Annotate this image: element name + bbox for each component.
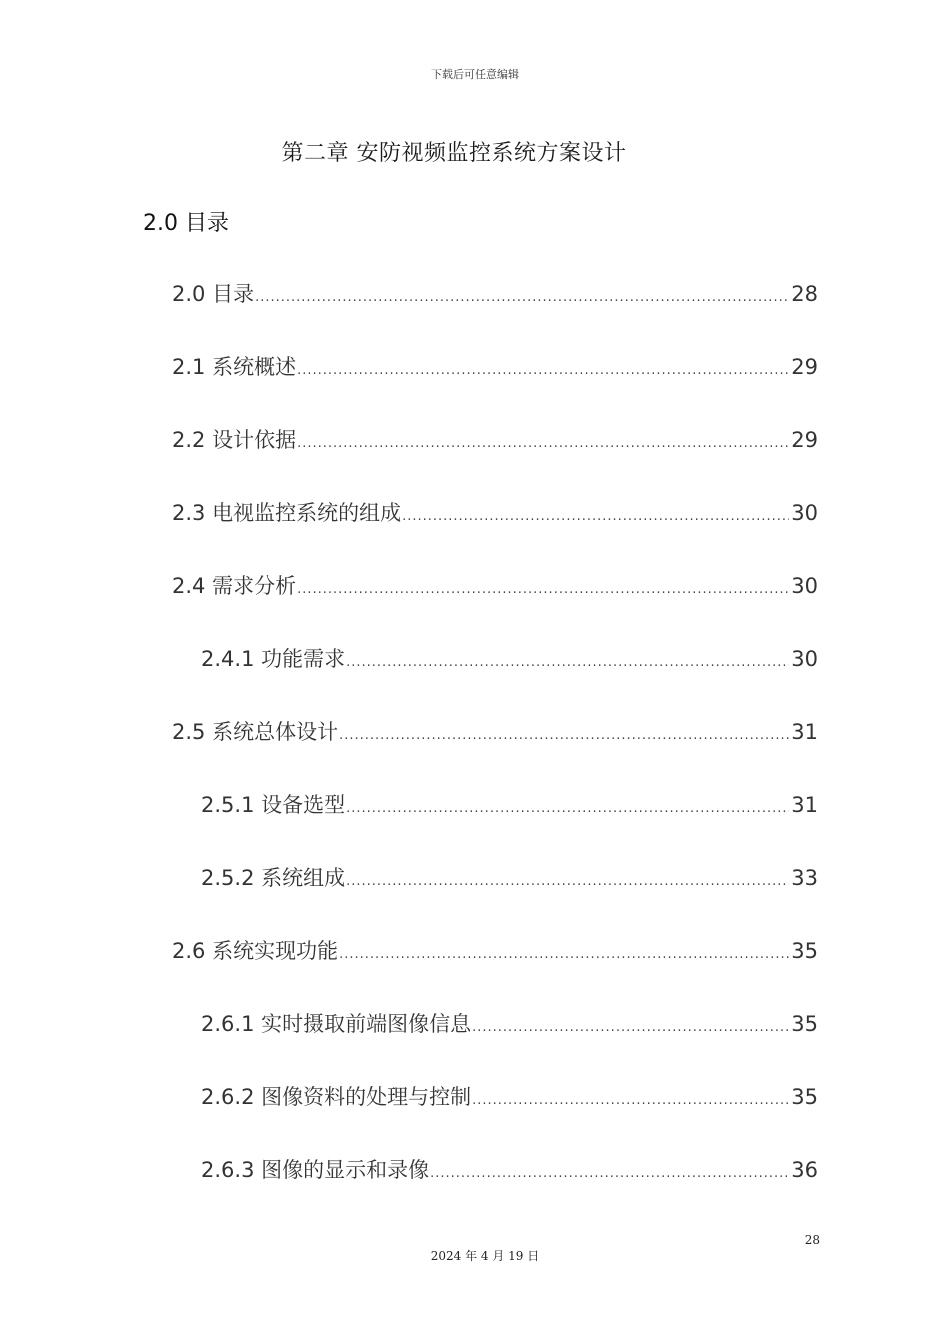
toc-entry[interactable] xyxy=(172,497,818,570)
toc-subentry[interactable] xyxy=(172,643,818,716)
toc-entry-page: 29 xyxy=(791,428,818,452)
toc-entry[interactable] xyxy=(172,424,818,497)
toc-entry-label: 2.6 系统实现功能 xyxy=(172,939,339,963)
toc-dot-leader xyxy=(472,1093,789,1108)
toc-dot-leader xyxy=(339,728,789,743)
toc-entry-page: 30 xyxy=(791,574,818,598)
toc-entry-page: 30 xyxy=(791,647,818,671)
toc-entry-label: 2.6.2 图像资料的处理与控制 xyxy=(201,1085,472,1109)
table-of-contents xyxy=(172,278,818,1227)
page-number: 28 xyxy=(804,1233,820,1247)
toc-entry-label: 2.4.1 功能需求 xyxy=(201,647,346,671)
toc-subentry[interactable] xyxy=(172,1081,818,1154)
toc-dot-leader xyxy=(297,363,789,378)
toc-subentry[interactable] xyxy=(172,1008,818,1081)
toc-entry-label: 2.0 目录 xyxy=(172,282,255,306)
toc-entry-label: 2.5.1 设备选型 xyxy=(201,793,346,817)
toc-subentry[interactable] xyxy=(172,789,818,862)
toc-dot-leader xyxy=(402,509,789,524)
toc-entry[interactable] xyxy=(172,570,818,643)
toc-entry-label: 2.5 系统总体设计 xyxy=(172,720,339,744)
toc-entry-label: 2.4 需求分析 xyxy=(172,574,297,598)
toc-entry-page: 31 xyxy=(791,720,818,744)
toc-entry-label: 2.1 系统概述 xyxy=(172,355,297,379)
toc-entry-page: 35 xyxy=(791,1085,818,1109)
toc-dot-leader xyxy=(346,874,789,889)
toc-dot-leader xyxy=(472,1020,789,1035)
toc-entry-page: 28 xyxy=(791,282,818,306)
toc-entry-page: 36 xyxy=(791,1158,818,1182)
toc-entry[interactable] xyxy=(172,351,818,424)
toc-entry-page: 33 xyxy=(791,866,818,890)
toc-entry-label: 2.6.1 实时摄取前端图像信息 xyxy=(201,1012,472,1036)
toc-dot-leader xyxy=(430,1166,789,1181)
toc-entry-page: 35 xyxy=(791,1012,818,1036)
toc-entry-label: 2.5.2 系统组成 xyxy=(201,866,346,890)
toc-entry-label: 2.3 电视监控系统的组成 xyxy=(172,501,402,525)
toc-entry[interactable] xyxy=(172,278,818,351)
header-note: 下载后可任意编辑 xyxy=(431,68,519,81)
toc-subentry[interactable] xyxy=(172,862,818,935)
toc-dot-leader xyxy=(346,655,789,670)
footer-date: 2024 年 4 月 19 日 xyxy=(430,1249,540,1263)
toc-entry[interactable] xyxy=(172,935,818,1008)
toc-entry-page: 31 xyxy=(791,793,818,817)
toc-entry-label: 2.2 设计依据 xyxy=(172,428,297,452)
chapter-title: 第二章 安防视频监控系统方案设计 xyxy=(281,141,627,166)
section-heading: 2.0 目录 xyxy=(143,211,229,236)
toc-entry-label: 2.6.3 图像的显示和录像 xyxy=(201,1158,430,1182)
toc-dot-leader xyxy=(297,436,789,451)
toc-entry-page: 29 xyxy=(791,355,818,379)
toc-dot-leader xyxy=(346,801,789,816)
toc-dot-leader xyxy=(339,947,789,962)
toc-subentry[interactable] xyxy=(172,1154,818,1227)
toc-entry-page: 30 xyxy=(791,501,818,525)
toc-dot-leader xyxy=(297,582,789,597)
toc-entry[interactable] xyxy=(172,716,818,789)
toc-entry-page: 35 xyxy=(791,939,818,963)
toc-dot-leader xyxy=(255,290,789,305)
